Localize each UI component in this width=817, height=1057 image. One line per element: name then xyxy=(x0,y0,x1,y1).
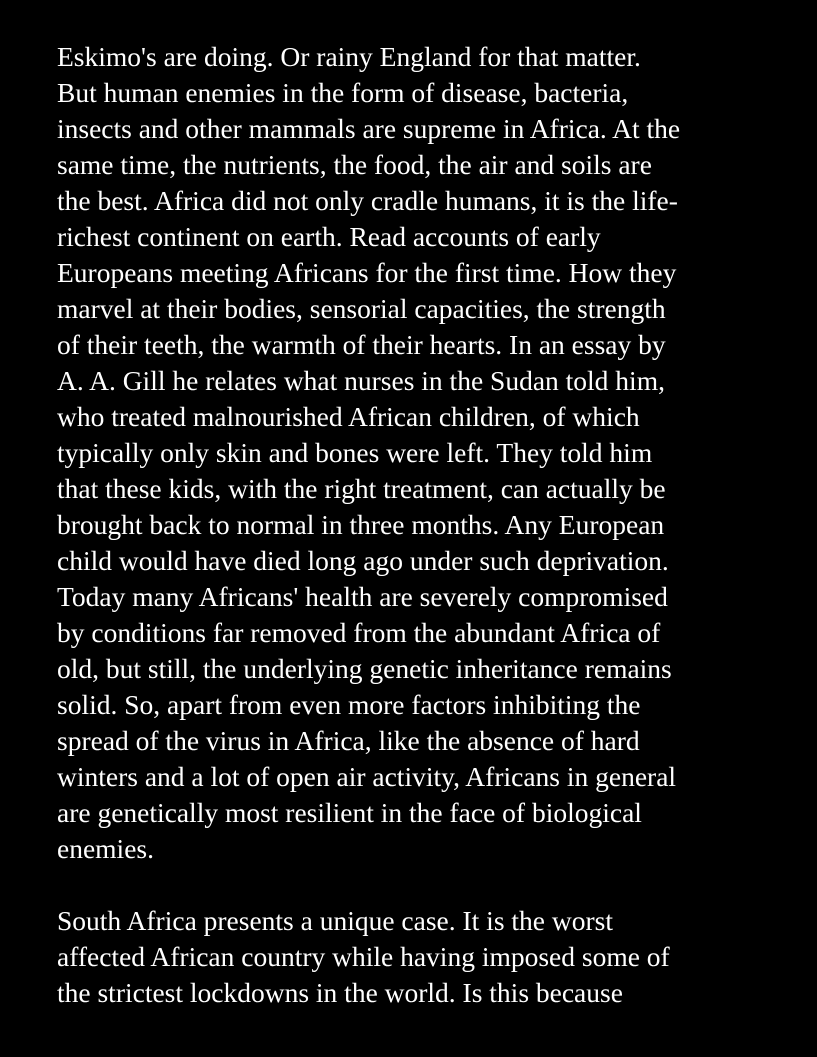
text-line: enemies. xyxy=(57,833,154,864)
text-line: spread of the virus in Africa, like the absence of hard xyxy=(57,725,640,756)
text-line: that these kids, with the right treatment, can actually be xyxy=(57,473,666,504)
text-line: typically only skin and bones were left. They told him xyxy=(57,437,653,468)
paragraph-2 xyxy=(57,903,797,1011)
text-line: solid. So, apart from even more factors inhibiting the xyxy=(57,689,641,720)
text-line: who treated malnourished African children, of which xyxy=(57,401,640,432)
text-line: Eskimo's are doing. Or rainy England for that matter. xyxy=(57,41,641,72)
text-line: richest continent on earth. Read accounts of early xyxy=(57,221,601,252)
text-line: the strictest lockdowns in the world. Is this because xyxy=(57,977,623,1008)
text-line: marvel at their bodies, sensorial capacities, the strength xyxy=(57,293,666,324)
text-line: But human enemies in the form of disease, bacteria, xyxy=(57,77,629,108)
paragraph-1 xyxy=(57,39,797,867)
text-line: the best. Africa did not only cradle humans, it is the life- xyxy=(57,185,678,216)
text-line: Today many Africans' health are severely compromised xyxy=(57,581,668,612)
text-line: are genetically most resilient in the face of biological xyxy=(57,797,642,828)
text-line: A. A. Gill he relates what nurses in the Sudan told him, xyxy=(57,365,665,396)
text-line: brought back to normal in three months. Any European xyxy=(57,509,665,540)
text-line: old, but still, the underlying genetic inheritance remains xyxy=(57,653,672,684)
text-line: child would have died long ago under such deprivation. xyxy=(57,545,669,576)
text-line: of their teeth, the warmth of their hearts. In an essay by xyxy=(57,329,666,360)
text-line: winters and a lot of open air activity, Africans in general xyxy=(57,761,677,792)
text-line: insects and other mammals are supreme in Africa. At the xyxy=(57,113,681,144)
text-line: affected African country while having imposed some of xyxy=(57,941,670,972)
text-line: South Africa presents a unique case. It is the worst xyxy=(57,905,613,936)
text-line: Europeans meeting Africans for the first time. How they xyxy=(57,257,677,288)
text-line: by conditions far removed from the abundant Africa of xyxy=(57,617,661,648)
text-line: same time, the nutrients, the food, the air and soils are xyxy=(57,149,652,180)
